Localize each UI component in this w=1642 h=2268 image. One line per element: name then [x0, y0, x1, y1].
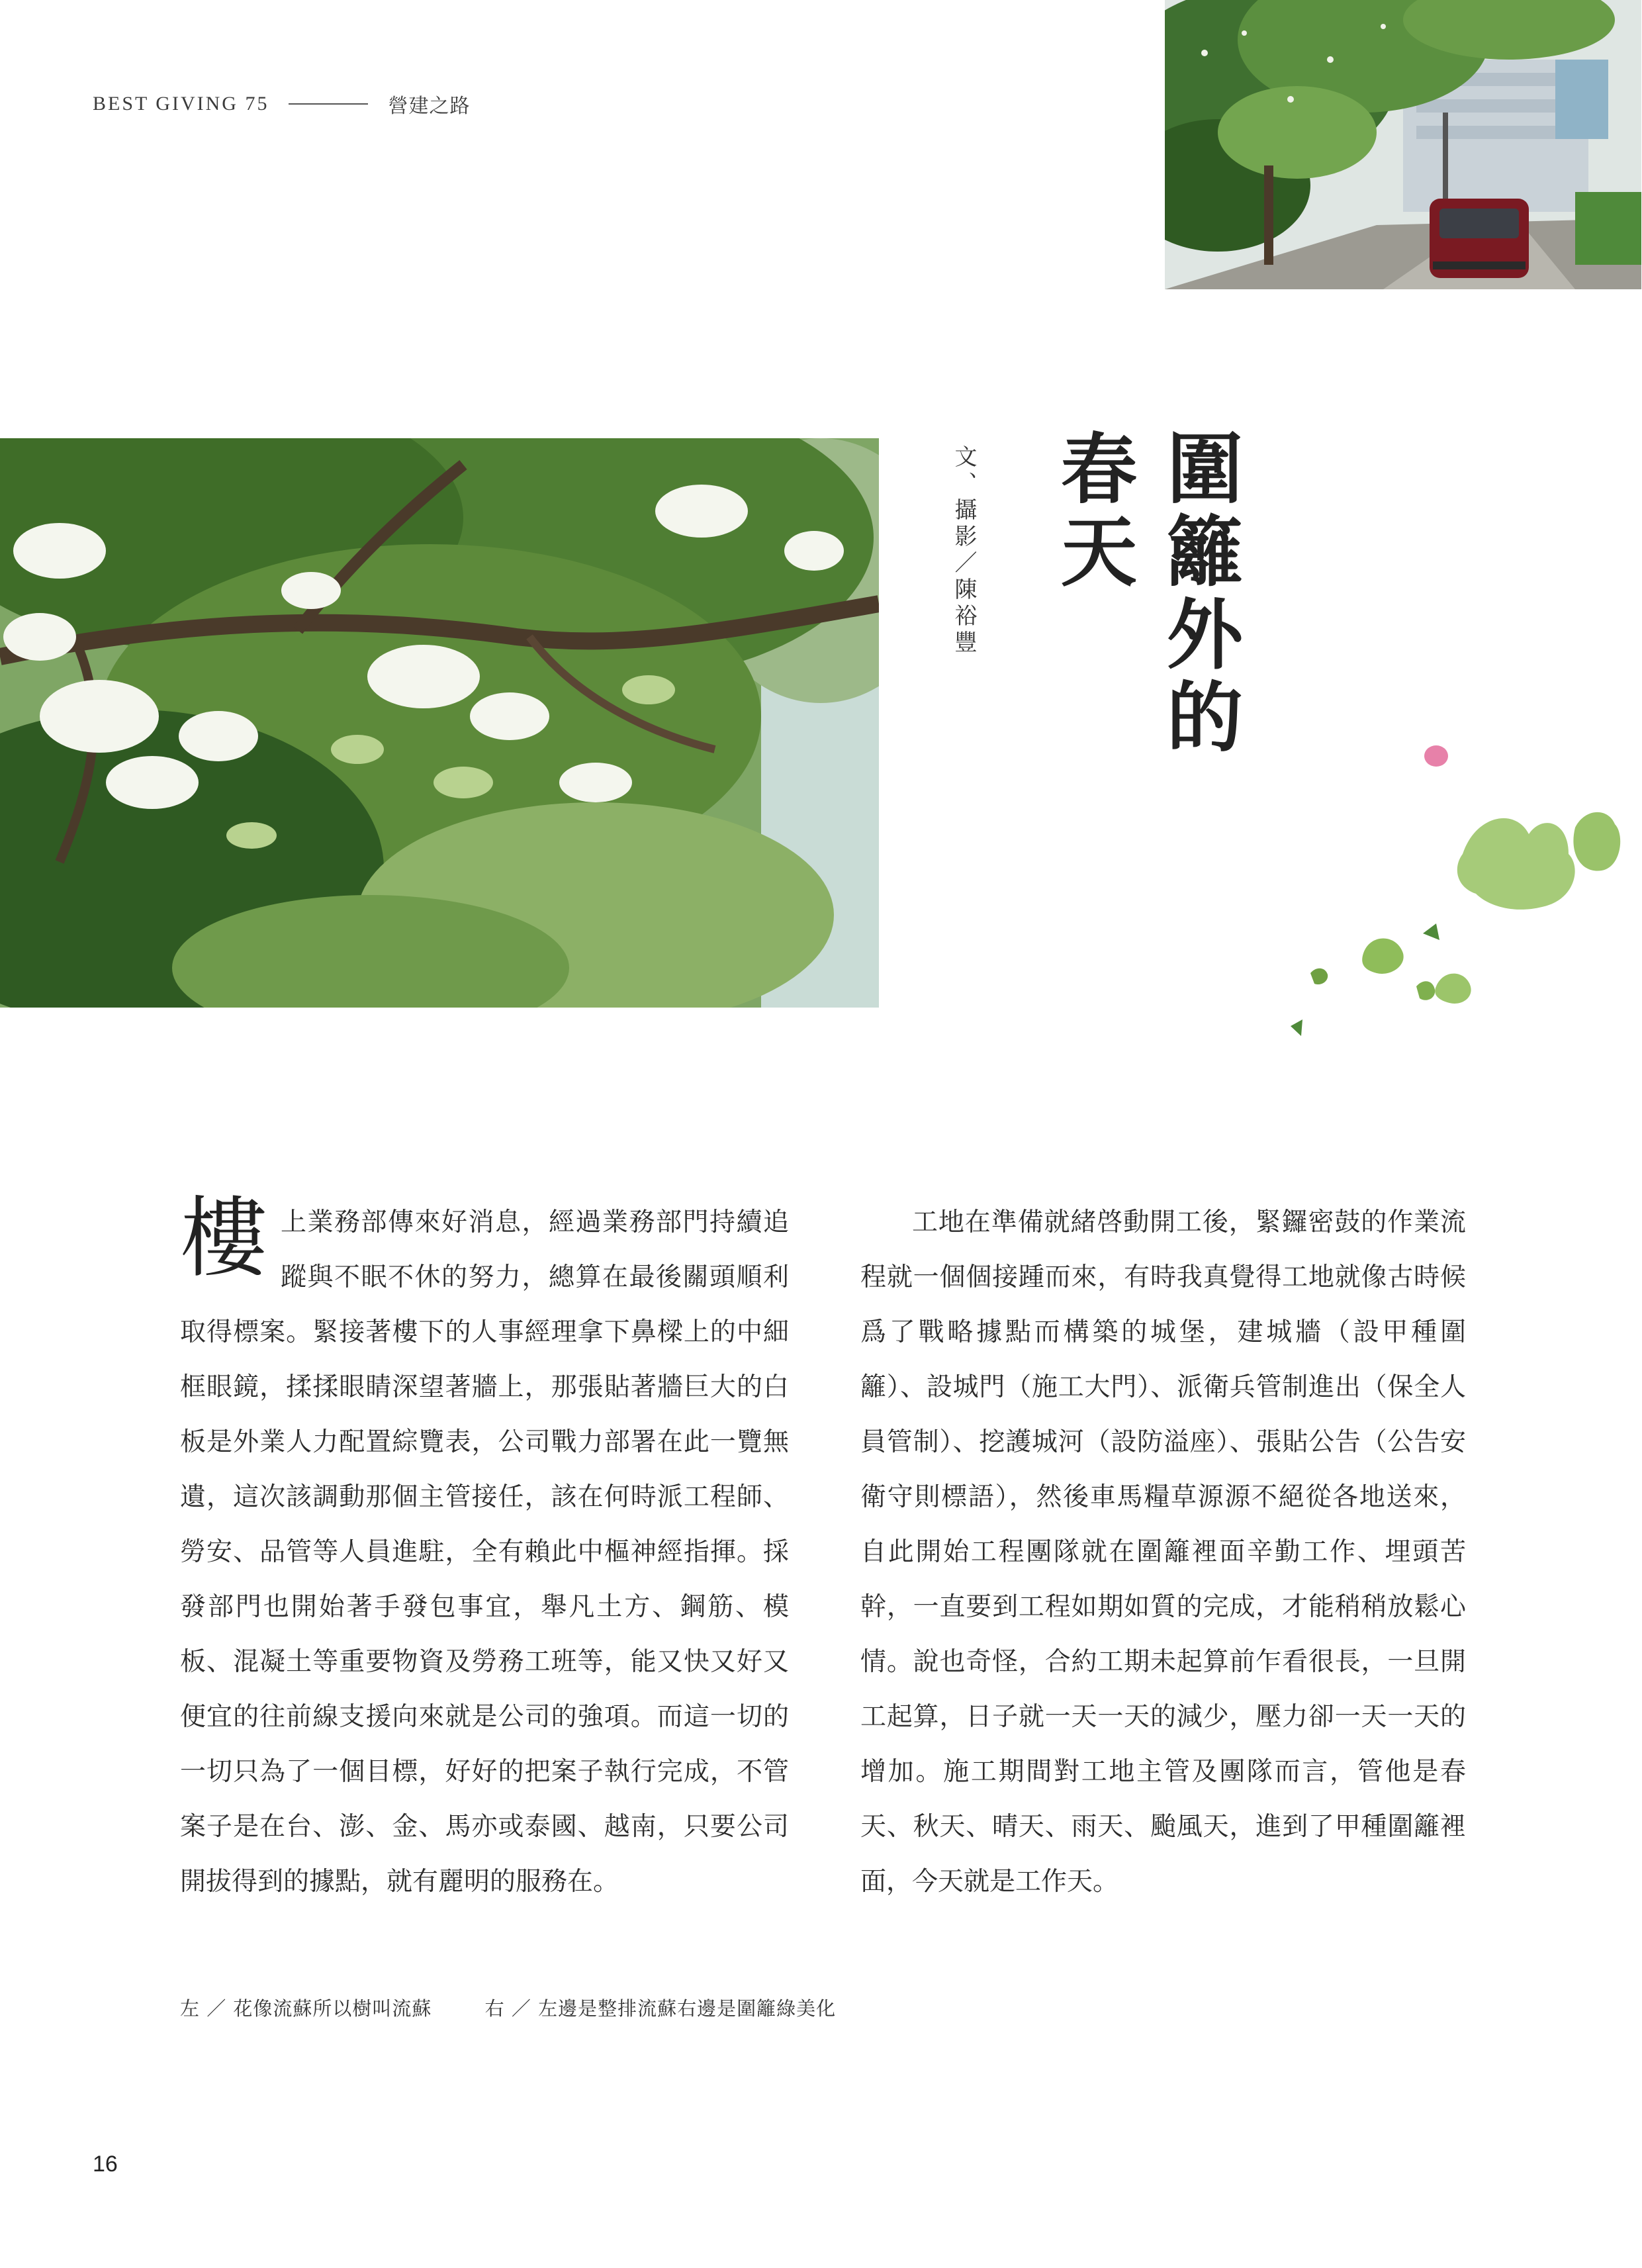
right-column-text: 工地在準備就緒啓動開工後，緊鑼密鼓的作業流程就一個個接踵而來，有時我真覺得工地就像古時候爲了戰略據點而構築的城堡，建城牆（設甲種圍籬）、設城門（施工大門）、派衛兵管制進出（保全人員管制）、挖護城河（設防溢座）、張貼公告（公告安衛守則標語），然後車馬糧草源源不絕從各地送來，自此開始工程團隊就在圍籬裡面辛勤工作、埋頭苦幹，一直要到工程如期如質的完成，才能稍稍放鬆心情。說也奇怪，合約工期未起算前乍看很長，一旦開工起算，日子就一天一天的減少，壓力卻一天一天的增加。施工期間對工地主管及團隊而言，管他是春天、秋天、晴天、雨天、颱風天，進到了甲種圍籬裡面，今天就是工作天。 [860, 1207, 1466, 1897]
running-header [93, 89, 470, 118]
caption-left: 左 ／ 花像流蘇所以樹叫流蘇 [180, 1997, 432, 2020]
page-number: 16 [93, 2151, 118, 2177]
header-rule [289, 103, 368, 105]
caption-right: 右 ／ 左邊是整排流蘇右邊是圍籬綠美化 [484, 1997, 837, 2020]
article-body-right-column [860, 1195, 1466, 1909]
leaf-decoration-illustration [1145, 735, 1642, 1066]
article-body-left-column [180, 1188, 789, 1909]
drop-cap: 樓 [180, 1188, 267, 1290]
magazine-name: BEST GIVING 75 [93, 93, 269, 115]
left-column-text: 上業務部傳來好消息，經過業務部門持續追蹤與不眠不休的努力，總算在最後關頭順利取得標案。緊接著樓下的人事經理拿下鼻樑上的中細框眼鏡，揉揉眼睛深望著牆上，那張貼著牆巨大的白板是外業人力配置綜覽表，公司戰力部署在此一覽無遺，這次該調動那個主管接任，該在何時派工程師、勞安、品管等人員進駐，全有賴此中樞神經指揮。採發部門也開始著手發包事宜，舉凡土方、鋼筋、模板、混凝土等重要物資及勞務工班等，能又快又好又便宜的往前線支援向來就是公司的強項。而這一切的一切只為了一個目標，好好的把案子執行完成，不管案子是在台、澎、金、馬亦或泰國、越南，只要公司開拔得到的據點，就有麗明的服務在。 [180, 1207, 789, 1897]
byline: 文、攝影／陳裕豐 [950, 445, 977, 657]
photo-captions [180, 1994, 882, 2021]
article-title-line-1: 圍籬外的 [1154, 429, 1242, 760]
white-flower-tree-photo [0, 438, 879, 1008]
section-name: 營建之路 [388, 95, 471, 118]
article-title-line-2: 春天 [1048, 429, 1136, 594]
street-tree-van-photo [1165, 0, 1641, 289]
